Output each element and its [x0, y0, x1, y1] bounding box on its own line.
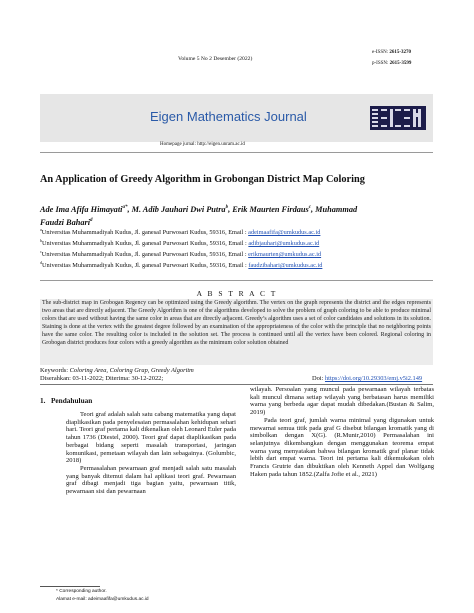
paragraph: Teori graf adalah salah satu cabang matematika yang dapat diaplikasikan pada penyelesaian permasalahan kehidupan sehari hari. Teori graf pertama kali dikenalkan oleh Leonard Euler pada tahun 1736 (Diestel, 2000). Teori graf dapat diaplikasikan pada berbagai bidang seperti masalah transportasi, jaringan komunikasi, pemetaan wilayah dan lain sebagainya. (Golumbic, 2018) [66, 411, 236, 465]
divider [40, 384, 433, 385]
email-link[interactable]: adeimaafifa@umkudus.ac.id [248, 229, 321, 237]
abstract-heading: A B S T R A C T [196, 289, 278, 298]
doi: Doi: https://doi.org/10.29303/emj.v5i2.149 [312, 375, 423, 382]
pissn: p-ISSN: 2615-3599 [372, 61, 412, 66]
eissn: e-ISSN: 2615-3270 [372, 50, 412, 55]
affiliation-d: $^d$Universitas Muhammadiyah Kudus, Jl. ganesaI Purwosari Kudus, 59316, Email : faudzibahari@umkudus.ac.id [40, 260, 323, 270]
paragraph: wilayah. Persoalan yang muncul pada pewarnaan wilayah terbatas kali muncul dimana setiap wilayah yang berbatasan harus memiliki warna yang berbeda agar dapat mudah dibedakan.(Bustan & Salim, 2019) [250, 386, 434, 417]
affiliation-a: $^a$Universitas Muhammadiyah Kudus, Jl. ganesaI Purwosari Kudus, 59316, Email : adeimaafifa@umkudus.ac.id [40, 227, 321, 237]
divider [40, 152, 433, 153]
email-link[interactable]: faudzibahari@umkudus.ac.id [248, 262, 323, 270]
divider [40, 280, 433, 281]
affiliation-c: $^c$Universitas Muhammadiyah Kudus, Jl. ganesaI Purwosari Kudus, 59316, Email : erikmaurten@umkudus.ac.id [40, 249, 322, 259]
author-list: Ade Ima Afifa Himayati$^{a*}$, M. Adib Jauhari Dwi Putra$^b$, Erik Maurten Firdaus$^c$, Muhammad Faudzi Bahari$^d$ [40, 204, 358, 227]
paper-title: An Application of Greedy Algorithm in Grobongan District Map Coloring [40, 174, 365, 185]
footnote-corresponding: * Corresponding author. [56, 589, 107, 594]
footnote-rule [40, 586, 100, 587]
journal-title: Eigen Mathematics Journal [150, 109, 307, 124]
journal-homepage: Homepage jurnal: http://eigen.unram.ac.id [160, 142, 245, 147]
abstract-text: The sub-district map in Grobogan Regency can be optimized using the Greedy algorithm. The vertex on the graph represents the district and the edges represents two areas that are directly adjacent. The Greedy Algorithm is one of the algorithms developed to solve the problem of graph coloring to be able to produce minimal colors that are used without having the same color in areas that are directly adjacent. Greedy’s algorithm uses a set of color candidates and solutions in its solution. Staining is done at the vertex with the greatest degree followed by an examination of the appropriateness of the color with the principle that no neighboring points have the same color. The resulting color is included in the solution set. The process is continued until all the vertex have been colored. Regional coloring in Grobogan district produces four colors with a greedy algorithm as the minimum color solution obtained [42, 300, 431, 346]
footnote-email: Alamat e-mail: adeimaafifa@umkudus.ac.id [56, 597, 149, 602]
journal-logo [370, 106, 426, 130]
email-link[interactable]: erikmaurten@umkudus.ac.id [248, 251, 322, 259]
right-column [250, 386, 434, 478]
email-link[interactable]: adibjauhari@umkudus.ac.id [248, 240, 320, 248]
doi-link[interactable]: https://doi.org/10.29303/emj.v5i2.149 [324, 375, 423, 382]
left-column [66, 411, 236, 496]
volume-info: Volume 5 No 2 Desember (2022) [178, 56, 253, 62]
paragraph: Permasalahan pewarnaan graf menjadi salah satu masalah yang banyak ditemui dalam hal aplikasi teori graf. Pewarnaan graf dibagi menjadi tiga bagian yaitu, pewarnaan titik, pewarnaan sisi dan pewarnaan [66, 464, 236, 496]
keywords: Keywords: Coloring Area, Coloring Grap, Greedy Algoritm [40, 367, 194, 374]
paragraph: Pada teori graf, jumlah warna minimal yang digunakan untuk mewarnai semua titik pada graf G disebut bilangan kromatik yang di simbolkan dengan X(G). (R.Munir,2010) Permasalahan ini selanjutnya dikembangkan dengan menggunakan teorema empat warna yang menyatakan bahwa bilangan kromatik graf planar tidak lebih dari empat warna. Teori ini pertama kali dikemukakan oleh Francis Grutrie dan dibuktikan oleh Kenneth Appel dan Wolfgang Haken pada tahun 1852.(Zalfa Jofie et al., 2021) [250, 416, 434, 478]
section-heading: 1. Pendahuluan [40, 396, 93, 405]
submission-dates: Diserahkan: 03-11-2022; Diterima: 30-12-2022; [40, 375, 164, 382]
affiliation-b: $^b$Universitas Muhammadiyah Kudus, Jl. ganesaI Purwosari Kudus, 59316, Email : adibjauhari@umkudus.ac.id [40, 238, 320, 248]
